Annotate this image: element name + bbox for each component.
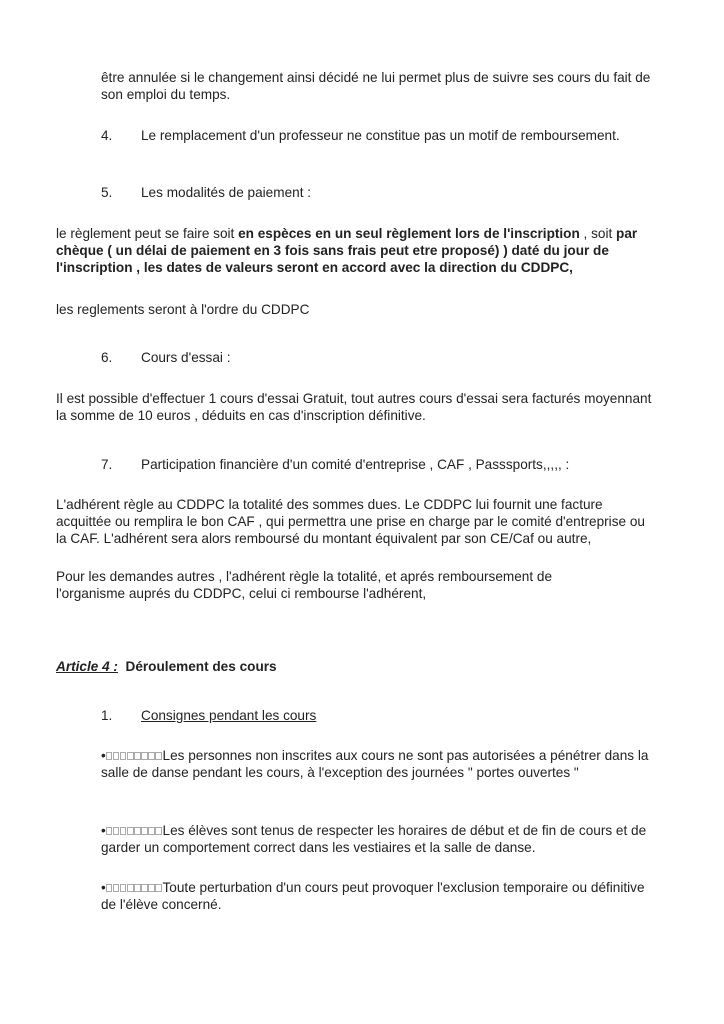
item-number: 4.	[101, 128, 113, 143]
item-text: Les modalités de paiement :	[141, 185, 312, 200]
bullet-icon: •	[101, 748, 106, 763]
bullet-icon: •	[101, 880, 106, 895]
item-5	[101, 184, 701, 201]
placeholder-boxes	[106, 748, 163, 763]
text: , soit	[579, 226, 617, 241]
trial-paragraph: Il est possible d'effectuer 1 cours d'essai Gratuit, tout autres cours d'essai sera facturés moyennant la somme de 10 euros , déduits en cas d'inscription définitive.	[56, 391, 652, 423]
bullet-item	[101, 822, 661, 856]
bold-text: par chèque ( un délai de paiement en 3 fois sans frais peut etre proposé) ) daté du jour de l'inscription , les dates de valeurs seront en accord avec la direction du CDDPC,	[56, 226, 638, 275]
bullet-item	[101, 879, 661, 913]
other-requests-paragraph: Pour les demandes autres , l'adhérent règle la totalité, et aprés remboursement de l'organisme auprés du CDDPC, celui ci rembourse l'adhérent,	[56, 569, 553, 601]
payment-paragraph	[56, 225, 656, 276]
item-7	[101, 456, 701, 473]
bullet-icon: •	[101, 823, 106, 838]
paragraph-continuation: être annulée si le changement ainsi décidé ne lui permet plus de suivre ses cours du fait de son emploi du temps.	[101, 70, 651, 102]
item-4	[101, 127, 621, 144]
item-text: Le remplacement d'un professeur ne constitue pas un motif de remboursement.	[141, 128, 620, 143]
bullet-text: Toute perturbation d'un cours peut provoquer l'exclusion temporaire ou définitive de l'élève concerné.	[101, 880, 645, 912]
bullet-text: Les élèves sont tenus de respecter les horaires de début et de fin de cours et de garder un comportement correct dans les vestiaires et la salle de danse.	[101, 823, 647, 855]
bold-text: en espèces en un seul règlement lors de l'inscription	[238, 226, 580, 241]
placeholder-boxes	[106, 823, 163, 838]
article-title: Déroulement des cours	[125, 659, 277, 674]
text: le règlement peut se faire soit	[56, 226, 239, 241]
payment-order: les reglements seront à l'ordre du CDDPC	[56, 302, 310, 317]
item-number: 5.	[101, 185, 113, 200]
item-text: Cours d'essai :	[141, 350, 231, 365]
item-text: Participation financière d'un comité d'entreprise , CAF , Passsports,,,,, :	[141, 457, 570, 472]
item-number: 6.	[101, 350, 113, 365]
item-number: 1.	[101, 708, 113, 723]
bullet-item	[101, 747, 661, 781]
article-label: Article 4 :	[56, 659, 118, 674]
item-number: 7.	[101, 457, 113, 472]
article-heading	[56, 658, 696, 675]
bullet-text: Les personnes non inscrites aux cours ne sont pas autorisées a pénétrer dans la salle de danse pendant les cours, à l'exception des journées " portes ouvertes "	[101, 748, 649, 780]
item-6	[101, 349, 701, 366]
item-text: Consignes pendant les cours	[141, 708, 317, 723]
placeholder-boxes	[106, 880, 163, 895]
caf-paragraph: L'adhérent règle au CDDPC la totalité des sommes dues. Le CDDPC lui fournit une facture acquittée ou remplira le bon CAF , qui permettra une prise en charge par le comité d'entreprise ou la CAF. L'adhérent sera alors remboursé du montant équivalent par son CE/Caf ou autre,	[56, 497, 645, 546]
sub-item-1	[101, 707, 701, 724]
